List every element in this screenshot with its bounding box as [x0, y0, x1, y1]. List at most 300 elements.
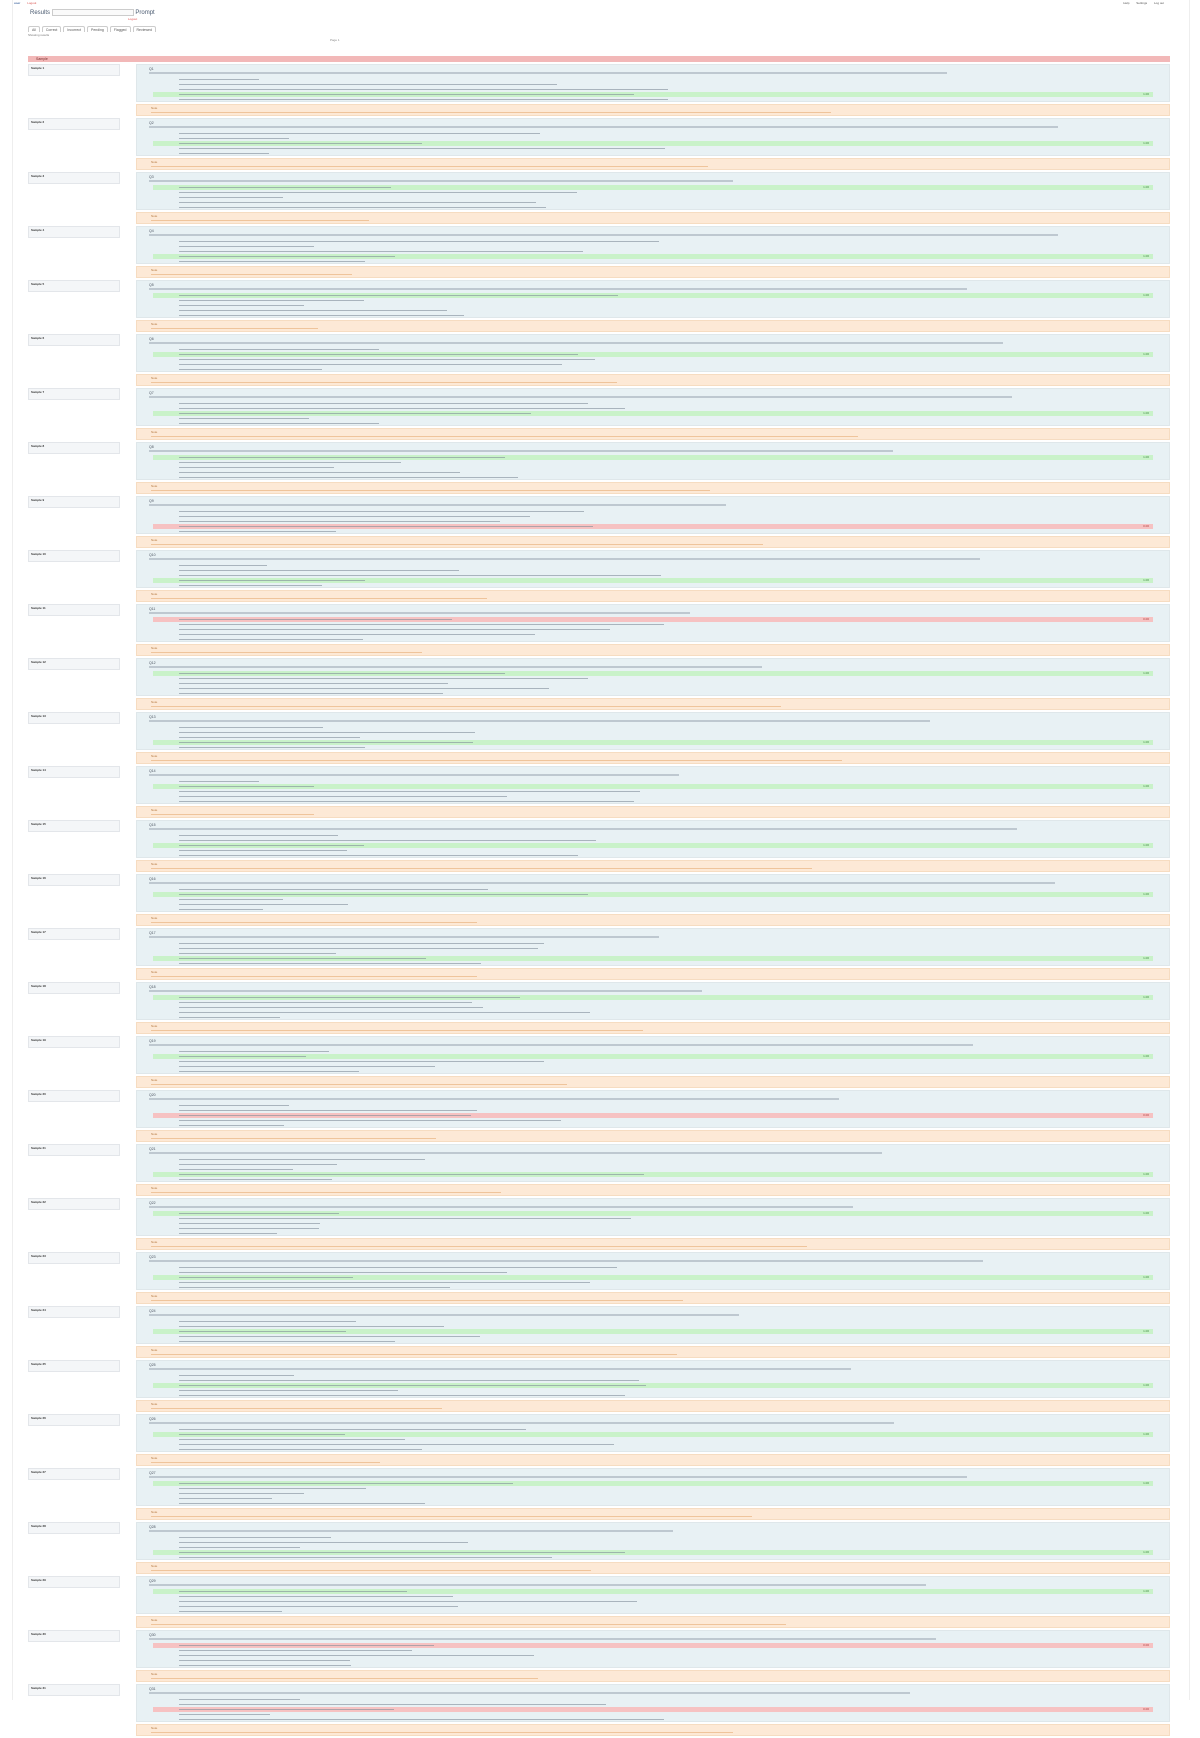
row-label[interactable]	[28, 1198, 120, 1210]
option-line	[179, 1071, 359, 1073]
note-line	[151, 490, 710, 491]
logout-link[interactable]: Logout	[27, 1, 37, 5]
score-badge: 0.00	[1143, 524, 1149, 528]
option-line	[179, 1012, 590, 1014]
note-panel	[136, 806, 1170, 818]
selected-answer-correct	[153, 1172, 1153, 1177]
note-panel	[136, 536, 1170, 548]
row-label[interactable]	[28, 1306, 120, 1318]
answer-panel	[136, 1414, 1170, 1452]
option-line	[179, 99, 668, 101]
row-label-text: Sample 24	[31, 1308, 46, 1312]
status-text: Prompt	[135, 10, 155, 17]
note-panel	[136, 158, 1170, 170]
answer-line	[179, 619, 452, 621]
note-panel	[136, 1346, 1170, 1358]
answer-text-line	[149, 396, 1012, 398]
row-label[interactable]	[28, 1576, 120, 1588]
answer-line	[179, 845, 364, 847]
answer-panel	[136, 1252, 1170, 1290]
selected-answer-correct	[153, 1383, 1153, 1388]
selected-answer-wrong	[153, 1113, 1153, 1118]
selected-answer-correct	[153, 1589, 1153, 1594]
option-line	[179, 1267, 617, 1269]
row-label[interactable]	[28, 604, 120, 616]
note-line	[151, 814, 314, 815]
answer-panel	[136, 1576, 1170, 1614]
score-badge: 1.00	[1143, 843, 1149, 847]
note-line	[151, 1408, 442, 1409]
row-label[interactable]	[28, 1414, 120, 1426]
option-line	[179, 1017, 280, 1019]
row-label[interactable]	[28, 388, 120, 400]
pagination-note: Page 1	[330, 38, 340, 42]
answer-text-line	[149, 774, 679, 776]
note-line	[151, 760, 842, 761]
note-text: Note	[151, 1726, 158, 1730]
answer-text-line	[149, 720, 930, 722]
answer-text-line	[149, 234, 1058, 236]
row-label[interactable]	[28, 442, 120, 454]
note-panel	[136, 1400, 1170, 1412]
answer-panel	[136, 1468, 1170, 1506]
row-label[interactable]	[28, 496, 120, 508]
row-label-text: Sample 22	[31, 1200, 46, 1204]
score-badge: 1.00	[1143, 455, 1149, 459]
option-line	[179, 904, 348, 906]
answer-panel	[136, 1306, 1170, 1344]
option-line	[179, 1061, 544, 1063]
note-text: Note	[151, 1186, 158, 1190]
score-badge: 1.00	[1143, 740, 1149, 744]
score-badge: 1.00	[1143, 956, 1149, 960]
option-line	[179, 1159, 425, 1161]
option-line	[179, 1660, 350, 1662]
option-line	[179, 1375, 294, 1377]
result-row	[28, 820, 1170, 874]
option-line	[179, 1282, 590, 1284]
note-line	[151, 976, 477, 977]
answer-text-line	[149, 1044, 973, 1046]
row-label[interactable]	[28, 1252, 120, 1264]
selected-answer-correct	[153, 956, 1153, 961]
result-row	[28, 1576, 1170, 1630]
note-text: Note	[151, 1240, 158, 1244]
row-label[interactable]	[28, 1036, 120, 1048]
answer-text-line	[149, 612, 690, 614]
option-line	[179, 747, 365, 749]
result-row	[28, 1036, 1170, 1090]
answer-header: Q8	[149, 445, 154, 449]
note-text: Note	[151, 1564, 158, 1568]
note-text: Note	[151, 1294, 158, 1298]
option-line	[179, 1503, 425, 1505]
option-line	[179, 1390, 398, 1392]
answer-text-line	[149, 1476, 967, 1478]
row-label[interactable]	[28, 820, 120, 832]
row-label[interactable]	[28, 1522, 120, 1534]
result-row	[28, 982, 1170, 1036]
option-line	[179, 1488, 366, 1490]
result-row	[28, 64, 1170, 118]
option-line	[179, 153, 269, 155]
answer-line	[179, 457, 505, 459]
settings-link[interactable]: Settings	[1136, 1, 1148, 5]
filter-chip[interactable]: Pending	[87, 26, 108, 32]
option-line	[179, 1326, 444, 1328]
help-link[interactable]: Help	[1123, 1, 1130, 5]
option-line	[179, 693, 443, 695]
note-panel	[136, 968, 1170, 980]
option-line	[179, 1223, 320, 1225]
option-line	[179, 511, 584, 513]
answer-text-line	[149, 288, 967, 290]
option-line	[179, 310, 447, 312]
answer-header: Q9	[149, 499, 154, 503]
filter-chip[interactable]: All	[28, 26, 40, 32]
logout-top-link[interactable]: Log out	[1153, 1, 1164, 5]
score-badge: 0.00	[1143, 1707, 1149, 1711]
option-line	[179, 1228, 319, 1230]
note-line	[151, 274, 352, 275]
answer-panel	[136, 928, 1170, 966]
answer-panel	[136, 1144, 1170, 1182]
note-panel	[136, 1724, 1170, 1736]
option-line	[179, 207, 546, 209]
option-line	[179, 369, 322, 371]
answer-header: Q23	[149, 1255, 156, 1259]
option-line	[179, 1606, 458, 1608]
note-text: Note	[151, 1348, 158, 1352]
score-badge: 1.00	[1143, 254, 1149, 258]
option-line	[179, 1429, 526, 1431]
row-label[interactable]	[28, 1468, 120, 1480]
note-panel	[136, 1454, 1170, 1466]
row-label[interactable]	[28, 982, 120, 994]
row-label[interactable]	[28, 550, 120, 562]
filter-chip[interactable]: Correct	[42, 26, 61, 32]
row-label[interactable]	[28, 118, 120, 130]
result-row	[28, 442, 1170, 496]
selected-answer-wrong	[153, 1707, 1153, 1712]
row-label-text: Sample 17	[31, 930, 46, 934]
score-badge: 1.00	[1143, 1275, 1149, 1279]
note-text: Note	[151, 538, 158, 542]
note-line	[151, 220, 369, 221]
row-label[interactable]	[28, 1630, 120, 1642]
answer-line	[179, 580, 365, 582]
score-badge: 1.00	[1143, 784, 1149, 788]
selected-answer-correct	[153, 1432, 1153, 1437]
note-text: Note	[151, 430, 158, 434]
filter-chip[interactable]: Reviewed	[133, 26, 156, 32]
filter-chip[interactable]: Flagged	[110, 26, 131, 32]
answer-line	[179, 1213, 339, 1215]
answer-header: Q21	[149, 1147, 156, 1151]
answer-header: Q5	[149, 283, 154, 287]
selected-answer-correct	[153, 1275, 1153, 1280]
row-label-text: Sample 27	[31, 1470, 46, 1474]
answer-line	[179, 1434, 345, 1436]
note-line	[151, 1462, 380, 1463]
option-line	[179, 634, 535, 636]
answer-text-line	[149, 936, 659, 938]
page-title: Results	[30, 10, 51, 17]
option-line	[179, 889, 488, 891]
row-label[interactable]	[28, 1090, 120, 1102]
results-meta: Showing results	[28, 33, 50, 37]
row-label[interactable]	[28, 64, 120, 76]
answer-header: Q29	[149, 1579, 156, 1583]
row-label[interactable]	[28, 658, 120, 670]
note-panel	[136, 698, 1170, 710]
row-label[interactable]	[28, 928, 120, 940]
option-line	[179, 79, 259, 81]
score-badge: 1.00	[1143, 1432, 1149, 1436]
answer-header: Q13	[149, 715, 156, 719]
answer-header: Q19	[149, 1039, 156, 1043]
option-line	[179, 796, 507, 798]
filter-chip[interactable]: Incorrect	[63, 26, 85, 32]
result-row	[28, 1198, 1170, 1252]
note-text: Note	[151, 754, 158, 758]
note-panel	[136, 1076, 1170, 1088]
filter-bar	[28, 26, 628, 32]
note-text: Note	[151, 808, 158, 812]
selected-answer-correct	[153, 1329, 1153, 1334]
answer-panel	[136, 1684, 1170, 1722]
answer-panel	[136, 550, 1170, 588]
note-panel	[136, 374, 1170, 386]
option-line	[179, 1444, 614, 1446]
row-label-text: Sample 2	[31, 120, 45, 124]
option-line	[179, 1105, 289, 1107]
option-line	[179, 1665, 351, 1667]
option-line	[179, 84, 557, 86]
score-badge: 1.00	[1143, 1550, 1149, 1554]
answer-text-line	[149, 882, 1055, 884]
answer-line	[179, 1385, 646, 1387]
note-line	[151, 1138, 436, 1139]
note-text: Note	[151, 970, 158, 974]
answer-text-line	[149, 180, 733, 182]
row-label-text: Sample 8	[31, 444, 45, 448]
row-label[interactable]	[28, 874, 120, 886]
user-name[interactable]: user	[14, 1, 21, 5]
note-line	[151, 1624, 786, 1625]
option-line	[179, 1704, 606, 1706]
row-label[interactable]	[28, 712, 120, 724]
table-header-band: Sample	[28, 56, 1170, 62]
row-label[interactable]	[28, 1684, 120, 1696]
option-line	[179, 1002, 472, 1004]
note-line	[151, 166, 708, 167]
selected-answer-correct	[153, 1211, 1153, 1216]
answer-text-line	[149, 1638, 936, 1640]
option-line	[179, 791, 640, 793]
note-line	[151, 1300, 683, 1301]
option-line	[179, 629, 610, 631]
note-text: Note	[151, 1672, 158, 1676]
row-label[interactable]	[28, 1144, 120, 1156]
answer-line	[179, 256, 395, 258]
row-label[interactable]	[28, 766, 120, 778]
note-panel	[136, 752, 1170, 764]
row-label-text: Sample 21	[31, 1146, 46, 1150]
answer-line	[179, 1174, 644, 1176]
answer-panel	[136, 874, 1170, 912]
row-label-text: Sample 19	[31, 1038, 46, 1042]
selected-answer-wrong	[153, 1643, 1153, 1648]
option-line	[179, 1557, 552, 1559]
answer-line	[179, 354, 578, 356]
option-line	[179, 1719, 664, 1721]
option-line	[179, 261, 365, 263]
note-panel	[136, 1616, 1170, 1628]
note-text: Note	[151, 106, 158, 110]
note-line	[151, 1732, 733, 1733]
option-line	[179, 246, 314, 248]
answer-header: Q12	[149, 661, 156, 665]
option-line	[179, 1336, 480, 1338]
option-line	[179, 1120, 561, 1122]
answer-text-line	[149, 1584, 926, 1586]
note-line	[151, 1516, 752, 1517]
answer-line	[179, 786, 314, 788]
answer-panel	[136, 118, 1170, 156]
answer-line	[179, 1483, 513, 1485]
result-row	[28, 604, 1170, 658]
note-text: Note	[151, 376, 158, 380]
answer-panel	[136, 226, 1170, 264]
answer-text-line	[149, 342, 1003, 344]
option-line	[179, 364, 562, 366]
option-line	[179, 1714, 270, 1716]
option-line	[179, 575, 661, 577]
option-line	[179, 1493, 304, 1495]
answer-header: Q10	[149, 553, 156, 557]
result-row	[28, 1090, 1170, 1144]
option-line	[179, 467, 334, 469]
answer-text-line	[149, 666, 762, 668]
note-panel	[136, 428, 1170, 440]
score-badge: 0.00	[1143, 1113, 1149, 1117]
result-row	[28, 496, 1170, 550]
note-panel	[136, 1508, 1170, 1520]
note-text: Note	[151, 1456, 158, 1460]
answer-panel	[136, 1198, 1170, 1236]
selected-answer-correct	[153, 411, 1153, 416]
option-line	[179, 1164, 337, 1166]
option-line	[179, 1537, 331, 1539]
answer-text-line	[149, 1314, 739, 1316]
option-line	[179, 570, 459, 572]
option-line	[179, 89, 668, 91]
result-row	[28, 550, 1170, 604]
score-badge: 1.00	[1143, 1172, 1149, 1176]
answer-header: Q14	[149, 769, 156, 773]
selected-answer-correct	[153, 843, 1153, 848]
option-line	[179, 1272, 507, 1274]
score-badge: 0.00	[1143, 1643, 1149, 1647]
option-line	[179, 1596, 453, 1598]
result-row	[28, 1306, 1170, 1360]
option-line	[179, 1542, 468, 1544]
answer-header: Q3	[149, 175, 154, 179]
row-label-text: Sample 4	[31, 228, 45, 232]
note-text: Note	[151, 268, 158, 272]
note-panel	[136, 266, 1170, 278]
answer-line	[179, 187, 391, 189]
result-row	[28, 1522, 1170, 1576]
row-label[interactable]	[28, 1360, 120, 1372]
note-text: Note	[151, 484, 158, 488]
result-row	[28, 172, 1170, 226]
result-row	[28, 874, 1170, 928]
answer-header: Q18	[149, 985, 156, 989]
row-label[interactable]	[28, 172, 120, 184]
answer-header: Q27	[149, 1471, 156, 1475]
answer-panel	[136, 280, 1170, 318]
answer-line	[179, 742, 473, 744]
row-label-text: Sample 31	[31, 1686, 46, 1690]
option-line	[179, 1125, 284, 1127]
selected-answer-correct	[153, 352, 1153, 357]
score-badge: 1.00	[1143, 1589, 1149, 1593]
row-label[interactable]	[28, 334, 120, 346]
score-badge: 1.00	[1143, 1329, 1149, 1333]
result-row	[28, 1144, 1170, 1198]
note-line	[151, 1246, 807, 1247]
selected-answer-correct	[153, 1550, 1153, 1555]
answer-line	[179, 1645, 434, 1647]
answer-panel	[136, 1360, 1170, 1398]
option-line	[179, 305, 304, 307]
note-line	[151, 436, 858, 437]
option-line	[179, 1395, 625, 1397]
option-line	[179, 251, 583, 253]
answer-header: Q24	[149, 1309, 156, 1313]
option-line	[179, 300, 364, 302]
option-line	[179, 737, 360, 739]
note-line	[151, 1354, 677, 1355]
selected-answer-correct	[153, 254, 1153, 259]
note-panel	[136, 914, 1170, 926]
option-line	[179, 624, 664, 626]
note-text: Note	[151, 1078, 158, 1082]
prompt-input[interactable]	[52, 9, 134, 16]
row-label-text: Sample 11	[31, 606, 46, 610]
option-line	[179, 1439, 405, 1441]
result-row	[28, 658, 1170, 712]
answer-panel	[136, 1090, 1170, 1128]
score-badge: 1.00	[1143, 293, 1149, 297]
option-line	[179, 403, 588, 405]
option-line	[179, 835, 338, 837]
option-line	[179, 133, 540, 135]
option-line	[179, 1655, 534, 1657]
note-text: Note	[151, 160, 158, 164]
score-badge: 1.00	[1143, 352, 1149, 356]
selected-answer-correct	[153, 1054, 1153, 1059]
alert-link[interactable]: Logout	[128, 17, 138, 21]
answer-line	[179, 1115, 471, 1117]
row-label[interactable]	[28, 280, 120, 292]
note-panel	[136, 212, 1170, 224]
row-label[interactable]	[28, 226, 120, 238]
top-right-links	[1123, 0, 1170, 6]
answer-header: Q15	[149, 823, 156, 827]
